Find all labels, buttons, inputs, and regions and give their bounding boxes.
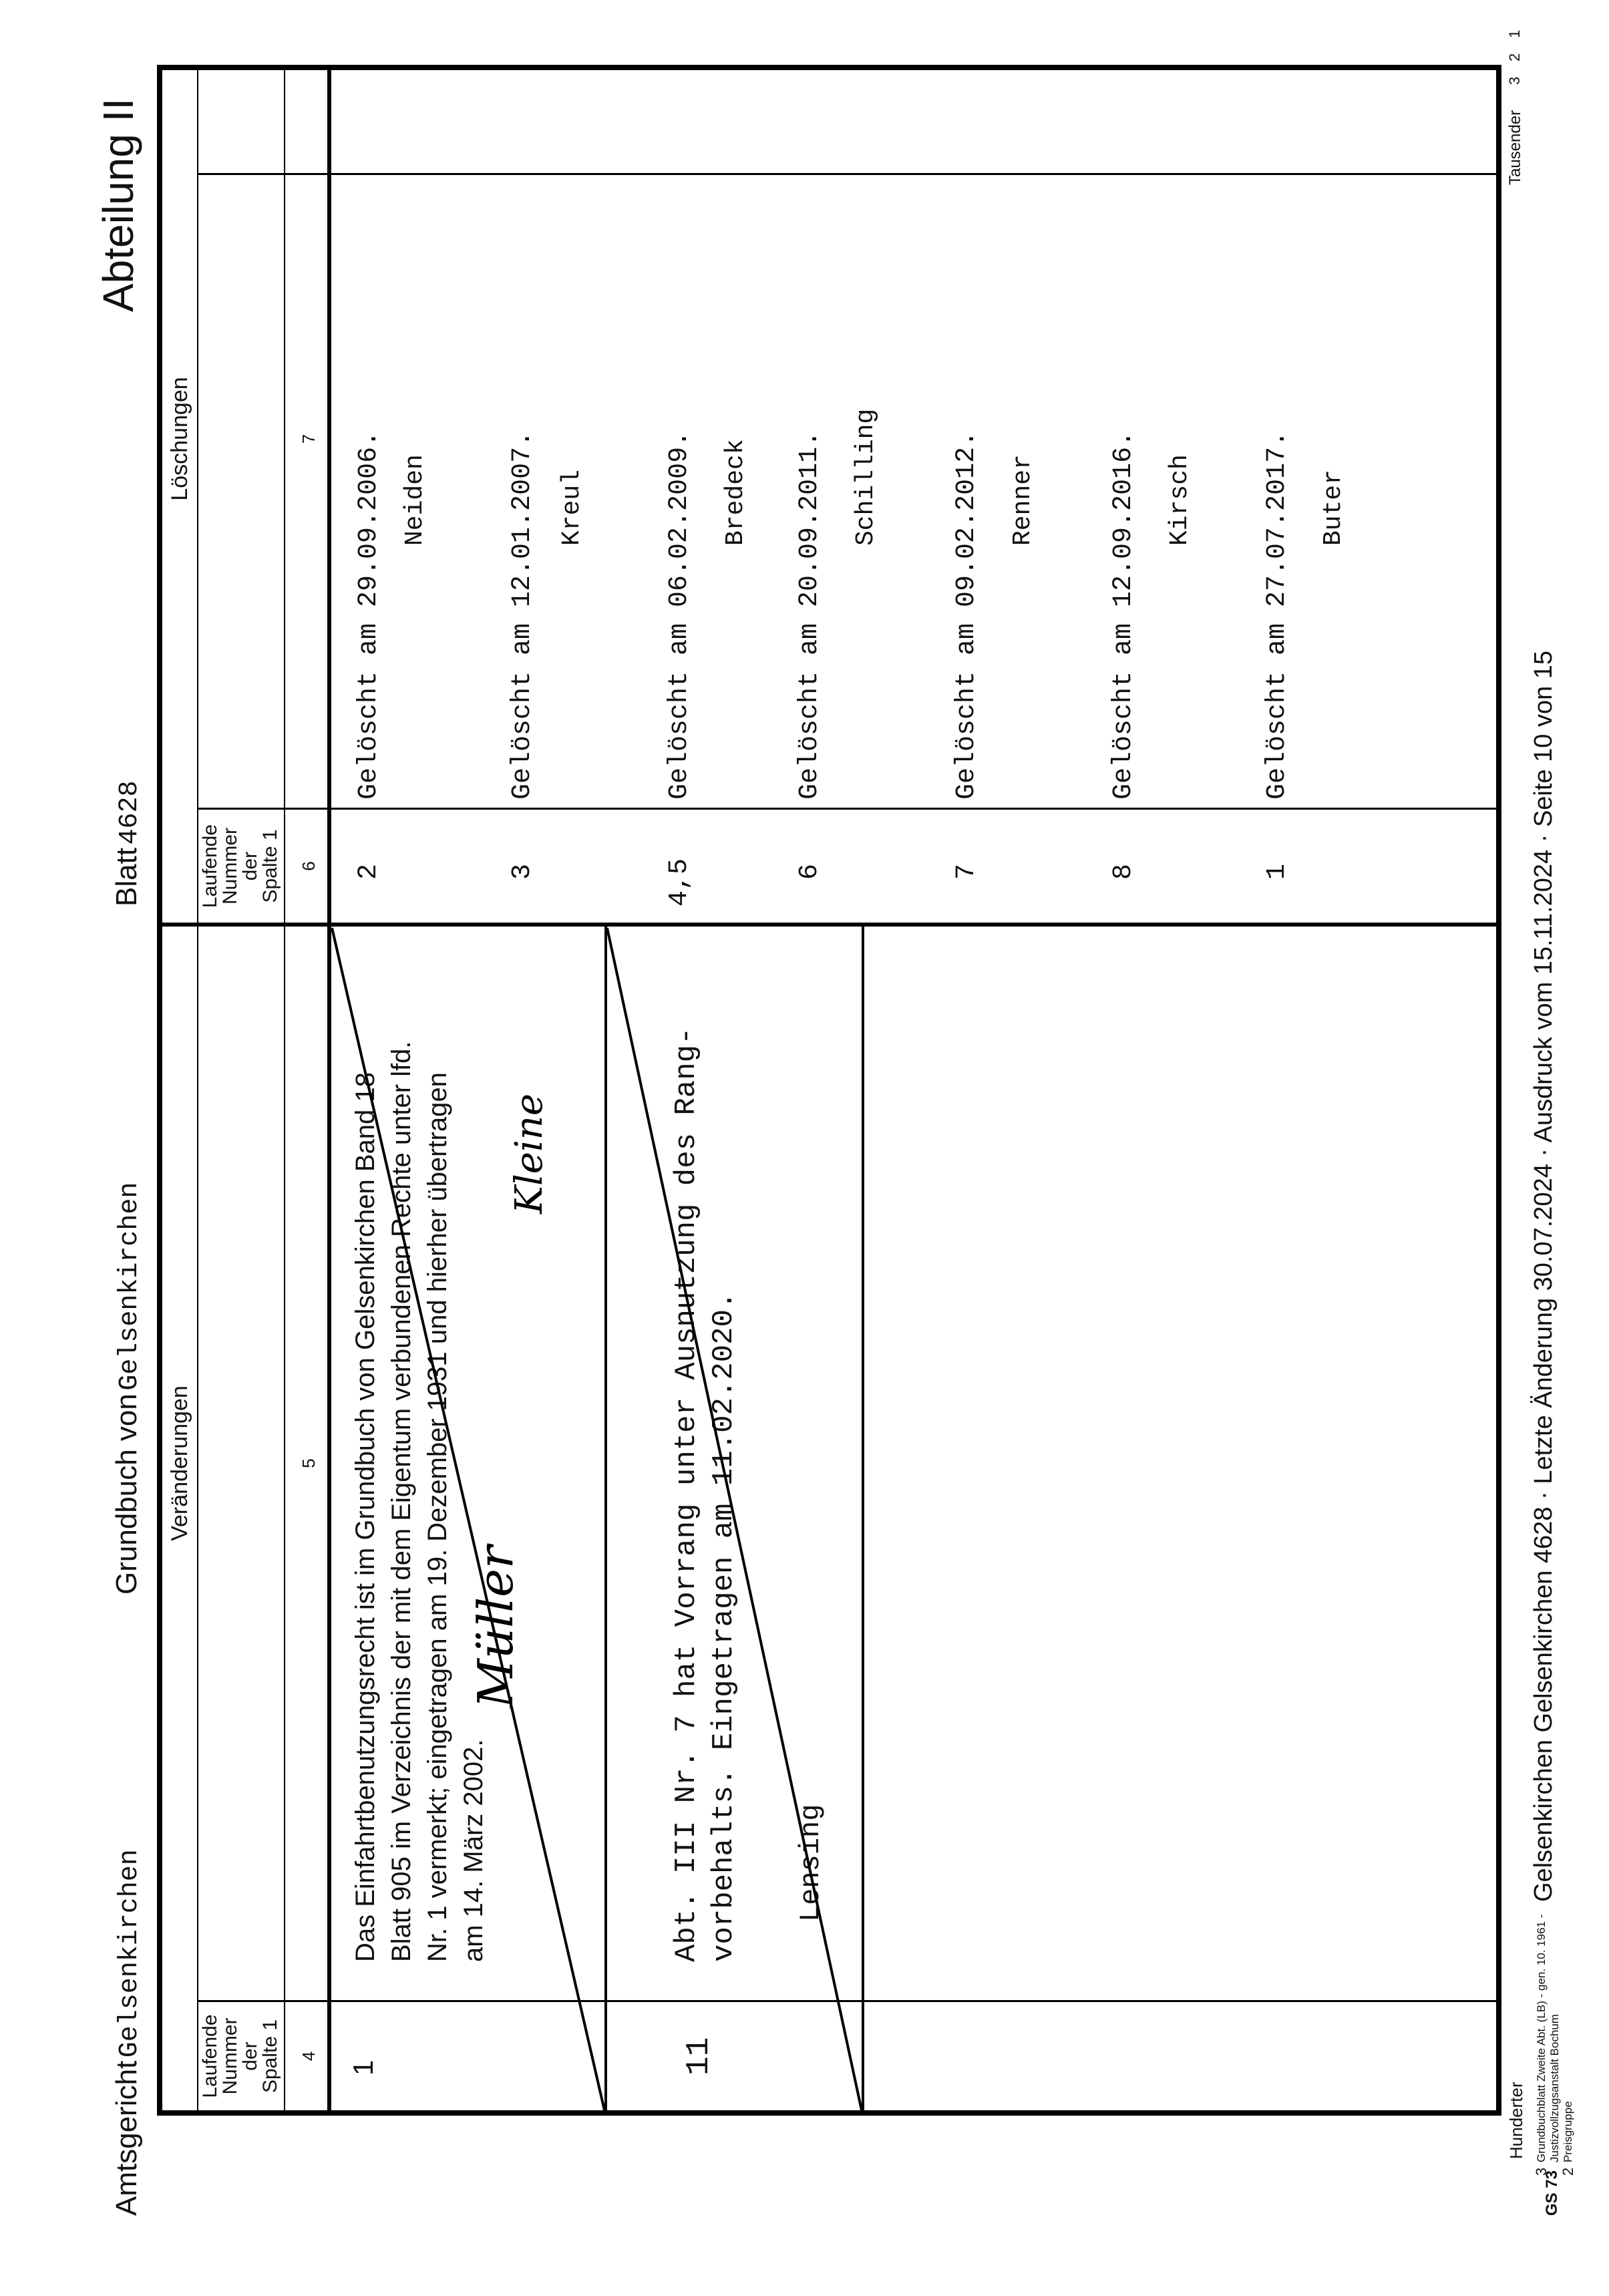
deletion-text: Gelöscht am 27.07.2017.	[1262, 430, 1292, 800]
change-ref-11: 11	[681, 2037, 717, 2076]
court-value: Gelsenkirchen	[115, 1849, 145, 2058]
change-entry-2-line: vorbehalts. Eingetragen am 11.02.2020.	[707, 1291, 741, 1962]
col5-number: 5	[299, 1458, 319, 1468]
deletion-text: Gelöscht am 12.01.2007.	[508, 430, 538, 800]
col6-heading-line: der	[239, 851, 261, 881]
margin-thousands: Tausender	[1506, 110, 1524, 185]
deletion-ref: 4,5	[665, 858, 695, 907]
deletion-text: Gelöscht am 06.02.2009.	[665, 430, 695, 800]
register-value: Gelsenkirchen	[115, 1182, 145, 1391]
col4-heading-line: Laufende	[199, 2014, 221, 2098]
sheet-value: 4628	[115, 780, 145, 845]
col6-heading-line: Laufende	[199, 824, 221, 909]
signature-lensing: Lensing	[795, 1804, 827, 1922]
strike-diagonal-entry-1	[331, 927, 606, 2110]
signature-mueller: Müller	[468, 1545, 524, 1708]
deletion-signature: Schilling	[852, 408, 880, 546]
change-entry-1-line: Das Einfahrtbenutzungsrecht ist im Grundbuch von Gelsenkirchen Band 18	[351, 1072, 380, 1962]
deletion-signature: Neiden	[401, 454, 429, 546]
sheet-label: Blatt	[110, 847, 143, 907]
margin-number: 2	[1560, 2167, 1576, 2176]
deletion-signature: Kirsch	[1166, 454, 1194, 546]
col5-heading: Veränderungen	[167, 1385, 192, 1541]
deletion-text: Gelöscht am 09.02.2012.	[952, 430, 982, 800]
form-code: GS 73	[1543, 2170, 1561, 2216]
deletion-ref: 6	[795, 863, 825, 880]
col6-heading-line: Nummer	[219, 828, 241, 905]
deletion-signature: Buter	[1319, 469, 1348, 546]
col6-heading-line: Spalte 1	[259, 829, 281, 903]
deletion-signature: Renner	[1009, 454, 1037, 546]
print-info-line: Gelsenkirchen Gelsenkirchen 4628 · Letzte Änderung 30.07.2024 · Ausdruck vom 15.11.2024 · Seite 10 von 15	[1530, 650, 1558, 1902]
margin-hundreds: Hunderter	[1506, 2082, 1526, 2159]
col4-number: 4	[299, 2051, 319, 2062]
col6-heading	[200, 810, 281, 923]
col4-heading	[200, 2002, 281, 2110]
signature-kleine: Kleine	[508, 1093, 551, 1214]
margin-number: 3	[1533, 2167, 1550, 2176]
form-info	[1535, 1915, 1575, 2162]
form-line: Grundbuchblatt Zweite Abt. (LB) - gen. 10. 1961 -	[1535, 1914, 1548, 2162]
col4-heading-line: der	[239, 2041, 261, 2071]
form-line: Justizvollzugsanstalt Bochum	[1548, 2013, 1561, 2162]
deletion-text: Gelöscht am 12.09.2016.	[1109, 430, 1139, 800]
change-entry-1-line: am 14. März 2002.	[459, 1739, 488, 1962]
margin-number: 2	[1506, 53, 1523, 61]
change-entry-1-line: Blatt 905 im Verzeichnis der mit dem Eigentum verbundenen Rechte unter lfd.	[387, 1041, 416, 1962]
form-line: Preisgruppe	[1562, 2101, 1574, 2162]
margin-number: 3	[1506, 76, 1523, 85]
register-header	[110, 1182, 145, 1595]
deletion-ref: 2	[354, 863, 384, 880]
strike-diagonal-entry-2	[606, 927, 863, 2110]
col4-heading-line: Spalte 1	[259, 2019, 281, 2094]
deletion-ref: 7	[952, 863, 982, 880]
deletion-signature: Bredeck	[721, 439, 750, 546]
deletion-signature: Kreul	[558, 469, 586, 546]
change-entry-1-line: Nr. 1 vermerkt; eingetragen am 19. Dezember 1931 und hierher übertragen	[423, 1072, 452, 1962]
court-header	[110, 1849, 145, 2216]
court-label: Amtsgericht	[110, 2060, 143, 2216]
register-label: Grundbuch von	[110, 1393, 143, 1595]
deletion-text: Gelöscht am 20.09.2011.	[795, 430, 825, 800]
sheet-number-header	[110, 780, 145, 907]
change-ref-1: 1	[347, 2060, 379, 2076]
change-entry-2-line: Abt. III Nr. 7 hat Vorrang unter Ausnutzung des Rang-	[670, 1027, 703, 1962]
deletion-ref: 3	[508, 863, 538, 880]
col7-heading: Löschungen	[167, 377, 192, 501]
margin-number: 1	[1506, 29, 1523, 38]
col4-heading-line: Nummer	[219, 2017, 241, 2095]
col7-number: 7	[299, 434, 319, 444]
section-title: Abteilung II	[94, 98, 142, 312]
col6-number: 6	[299, 861, 319, 871]
deletion-text: Gelöscht am 29.09.2006.	[354, 430, 384, 800]
deletion-ref: 8	[1109, 863, 1139, 880]
deletion-ref: 1	[1262, 863, 1292, 880]
